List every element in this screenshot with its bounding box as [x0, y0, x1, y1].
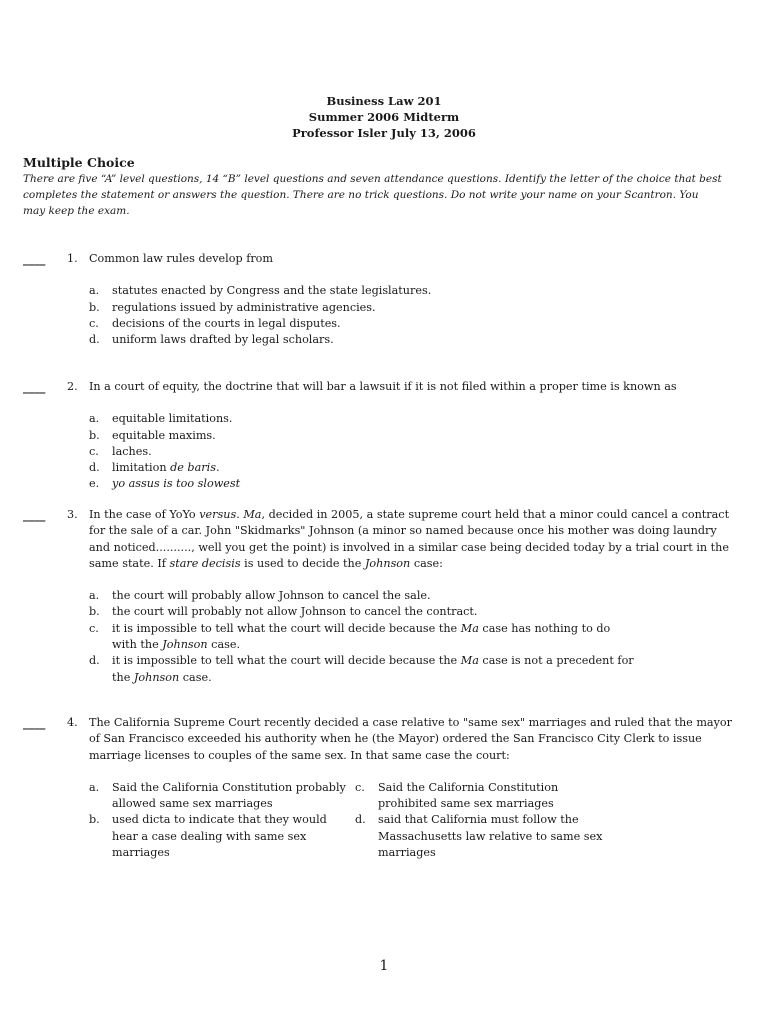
option-letter: b.	[89, 428, 100, 442]
options-list	[89, 283, 733, 348]
answer-blank: ____	[23, 508, 46, 522]
course-title: Business Law 201	[326, 94, 442, 108]
option-d	[89, 653, 733, 686]
stem-italic: stare decisis	[169, 556, 241, 570]
option-letter: d.	[89, 654, 100, 668]
option-text: yo assus is too slowest	[112, 477, 241, 491]
exam-header	[0, 93, 768, 141]
option-letter: d.	[89, 333, 100, 347]
option-line-1: Said the California Constitution probably	[112, 780, 346, 794]
options-list	[89, 411, 733, 492]
instructions: There are five “A” level questions, 14 “B” level questions and seven attendance questions. Identify the letter of the choice that best completes the statement or answers the question. There are no trick questions. Do not write your name on your Scantron. You may keep the exam.	[23, 173, 722, 217]
page-number: 1	[379, 958, 389, 974]
option-line-2: Massachusetts law relative to same sex	[378, 829, 603, 843]
option-italic: Johnson	[133, 670, 180, 684]
option-letter: a.	[89, 780, 100, 794]
option-line-1: Said the California Constitution	[378, 780, 559, 794]
option-italic: Johnson	[162, 638, 208, 652]
option-a	[89, 411, 733, 427]
option-letter: d.	[355, 813, 366, 827]
option-b	[89, 300, 733, 316]
stem-italic: Ma	[243, 508, 262, 521]
option-letter: a.	[89, 589, 100, 603]
option-italic: Ma	[460, 654, 479, 668]
option-line-3: marriages	[112, 846, 170, 860]
option-b	[89, 812, 355, 861]
option-text: with the	[112, 638, 163, 652]
question-4	[23, 715, 733, 861]
option-line-3: marriages	[378, 846, 436, 860]
option-b	[89, 428, 733, 444]
stem-text: , decided in 2005, a state supreme court held that a minor could cancel a contract for the sale of a car. John "Skidmarks" Johnson (a minor so named because once his mother was doing laundry and noticed.........., well you get the point) is involved in a similar case being decided today by a trial court in the same state. If	[89, 508, 730, 570]
option-letter: b.	[89, 813, 100, 827]
option-letter: b.	[89, 605, 100, 619]
option-text: case has nothing to do	[478, 621, 611, 635]
option-letter: b.	[89, 300, 100, 314]
stem-italic: versus	[199, 508, 237, 521]
option-text: case is not a precedent for	[478, 654, 634, 668]
question-stem: In a court of equity, the doctrine that will bar a lawsuit if it is not filed within a proper time is known as	[89, 380, 677, 393]
options-grid	[89, 780, 733, 861]
option-text: regulations issued by administrative agencies.	[112, 300, 376, 314]
stem-text: case:	[410, 556, 443, 570]
option-a	[89, 588, 733, 604]
question-number: 3.	[67, 508, 78, 521]
question-number: 2.	[67, 380, 78, 393]
option-text: laches.	[112, 444, 152, 458]
options-list	[89, 588, 733, 686]
answer-blank: ____	[23, 252, 46, 266]
stem-italic: Johnson	[364, 556, 411, 570]
option-text: case.	[207, 638, 241, 652]
option-letter: d.	[89, 461, 100, 475]
option-text: it is impossible to tell what the court will decide because the	[112, 654, 461, 668]
option-b	[89, 604, 733, 620]
option-text: equitable limitations.	[112, 412, 233, 426]
option-text: case.	[179, 670, 212, 684]
exam-term: Summer 2006 Midterm	[308, 110, 460, 124]
question-1	[23, 251, 733, 348]
section-title: Multiple Choice	[23, 155, 135, 170]
option-line-2: allowed same sex marriages	[112, 797, 273, 811]
option-text: it is impossible to tell what the court will decide because the	[112, 621, 461, 635]
option-text-italic: de baris	[170, 461, 216, 475]
stem-text: In the case of YoYo	[89, 508, 200, 521]
question-stem	[89, 507, 733, 572]
option-text: the court will probably not allow Johnson to cancel the contract.	[112, 605, 478, 619]
stem-text: .	[236, 508, 244, 521]
option-line-2	[112, 637, 733, 653]
option-line-2: prohibited same sex marriages	[378, 797, 554, 811]
option-letter: a.	[89, 284, 100, 298]
option-italic: Ma	[460, 621, 479, 635]
option-text: the	[112, 670, 134, 684]
option-line-2: hear a case dealing with same sex	[112, 829, 307, 843]
stem-text: is used to decide the	[240, 556, 365, 570]
option-a	[89, 283, 733, 299]
option-d	[89, 332, 733, 348]
question-3	[23, 507, 733, 686]
option-c	[89, 444, 733, 460]
answer-blank: ____	[23, 380, 46, 394]
option-e	[89, 476, 733, 492]
answer-blank: ____	[23, 716, 46, 730]
question-stem: Common law rules develop from	[89, 252, 274, 265]
option-text: uniform laws drafted by legal scholars.	[112, 333, 334, 347]
question-stem: The California Supreme Court recently decided a case relative to "same sex" marriages and ruled that the mayor of San Francisco exceeded his authority when he (the Mayor) ordered the San Francisco City Clerk to issue marriage licenses to couples of the same sex. In that same case the court:	[89, 716, 733, 762]
option-line-1	[112, 653, 733, 669]
question-number: 4.	[67, 716, 78, 729]
question-2	[23, 379, 733, 493]
professor-date: Professor Isler July 13, 2006	[292, 126, 476, 140]
question-number: 1.	[67, 252, 78, 265]
option-line-1	[112, 621, 733, 637]
option-letter: e.	[89, 477, 100, 491]
option-text: limitation	[112, 461, 171, 475]
option-c	[89, 621, 733, 654]
option-text: equitable maxims.	[112, 428, 216, 442]
option-d	[89, 460, 733, 476]
option-c	[89, 316, 733, 332]
option-c	[355, 780, 615, 813]
option-a	[89, 780, 355, 813]
option-d	[355, 812, 615, 861]
option-text-end: .	[215, 461, 220, 475]
option-text: decisions of the courts in legal disputes.	[112, 316, 341, 330]
option-text: statutes enacted by Congress and the state legislatures.	[112, 284, 432, 298]
option-letter: c.	[89, 444, 99, 458]
option-line-2	[112, 670, 733, 686]
option-line-1: used dicta to indicate that they would	[112, 813, 327, 827]
option-line-1: said that California must follow the	[378, 813, 579, 827]
option-letter: c.	[89, 316, 99, 330]
option-letter: c.	[89, 621, 99, 635]
option-text: the court will probably allow Johnson to cancel the sale.	[112, 589, 431, 603]
option-letter: a.	[89, 412, 100, 426]
option-letter: c.	[355, 780, 365, 794]
